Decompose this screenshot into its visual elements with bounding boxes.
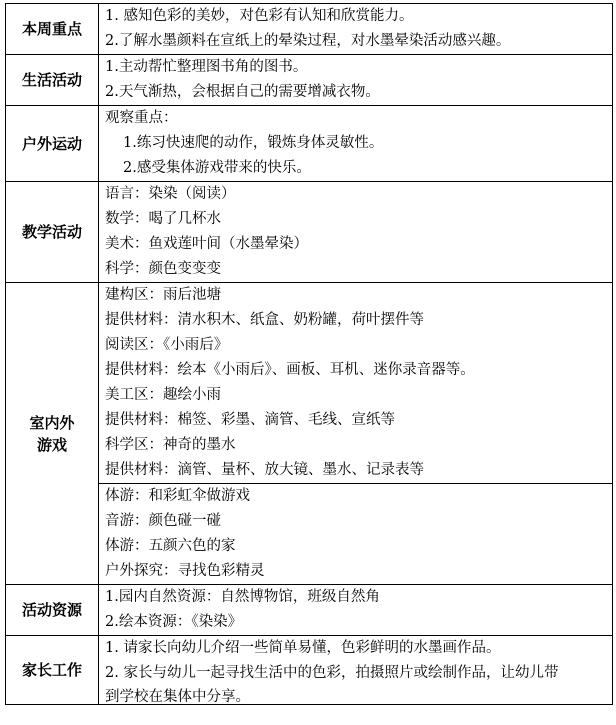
content-line: 体游：五颜六色的家 xyxy=(105,538,236,554)
content-line: 1. 请家长向幼儿介绍一些简单易懂，色彩鲜明的水墨画作品。 xyxy=(105,640,501,656)
content-line: 建构区：雨后池塘 xyxy=(105,287,221,303)
content-line: 户外探究：寻找色彩精灵 xyxy=(105,563,265,579)
row-content xyxy=(99,182,613,283)
row-label: 本周重点 xyxy=(6,4,99,55)
row-label: 教学活动 xyxy=(6,182,99,283)
content-line: 语言：染染（阅读） xyxy=(105,186,236,202)
row-content xyxy=(99,55,613,106)
content-line: 美工区：趣绘小雨 xyxy=(105,387,221,403)
content-line: 数学：喝了几杯水 xyxy=(105,211,221,227)
row-content-areas xyxy=(99,283,613,484)
content-line: 美术：鱼戏莲叶间（水墨晕染） xyxy=(105,236,308,252)
row-weekly-focus xyxy=(6,4,613,55)
weekly-plan-table xyxy=(5,3,613,705)
row-label: 活动资源 xyxy=(6,585,99,636)
row-outdoor-exercise xyxy=(6,106,613,182)
row-label: 户外运动 xyxy=(6,106,99,182)
content-line: 音游：颜色碰一碰 xyxy=(105,513,221,529)
row-label: 生活活动 xyxy=(6,55,99,106)
content-line: 2.了解水墨颜料在宣纸上的晕染过程，对水墨晕染活动感兴趣。 xyxy=(105,33,511,49)
row-content xyxy=(99,4,613,55)
row-indoor-outdoor-games-areas xyxy=(6,283,613,484)
row-label-line: 游戏 xyxy=(36,435,67,454)
content-line: 1. 感知色彩的美妙，对色彩有认知和欣赏能力。 xyxy=(105,8,414,24)
row-label-line: 室内外 xyxy=(29,413,75,432)
content-line: 1.主动帮忙整理图书角的图书。 xyxy=(105,59,308,75)
row-content xyxy=(99,585,613,636)
row-teaching-activities xyxy=(6,182,613,283)
content-line: 体游：和彩虹伞做游戏 xyxy=(105,488,250,504)
content-line: 到学校在集体中分享。 xyxy=(105,689,250,704)
content-line: 2.天气渐热，会根据自己的需要增减衣物。 xyxy=(105,84,380,100)
row-label: 家长工作 xyxy=(6,636,99,705)
row-label xyxy=(6,283,99,585)
content-line: 科学区：神奇的墨水 xyxy=(105,437,236,453)
row-content xyxy=(99,106,613,182)
content-line: 2.感受集体游戏带来的快乐。 xyxy=(123,160,311,176)
row-content-games xyxy=(99,484,613,585)
content-line: 2.绘本资源：《染染》 xyxy=(105,614,243,630)
content-line: 阅读区：《小雨后》 xyxy=(105,337,229,353)
row-daily-activities xyxy=(6,55,613,106)
content-line: 1.园内自然资源：自然博物馆，班级自然角 xyxy=(105,589,380,605)
content-line: 观察重点： xyxy=(105,110,178,126)
content-line: 提供材料：清水积木、纸盒、奶粉罐，荷叶摆件等 xyxy=(105,312,424,328)
content-line: 提供材料：绘本《小雨后》、画板、耳机、迷你录音器等。 xyxy=(105,362,475,378)
row-content xyxy=(99,636,613,705)
row-parent-work xyxy=(6,636,613,705)
content-line: 提供材料：滴管、量杯、放大镜、墨水、记录表等 xyxy=(105,462,424,478)
content-line: 科学：颜色变变变 xyxy=(105,261,221,277)
content-line: 1.练习快速爬的动作，锻炼身体灵敏性。 xyxy=(123,135,384,151)
row-activity-resources xyxy=(6,585,613,636)
content-line: 提供材料：棉签、彩墨、滴管、毛线、宣纸等 xyxy=(105,412,395,428)
content-line: 2. 家长与幼儿一起寻找生活中的色彩，拍摄照片或绘制作品，让幼儿带 xyxy=(105,665,559,681)
